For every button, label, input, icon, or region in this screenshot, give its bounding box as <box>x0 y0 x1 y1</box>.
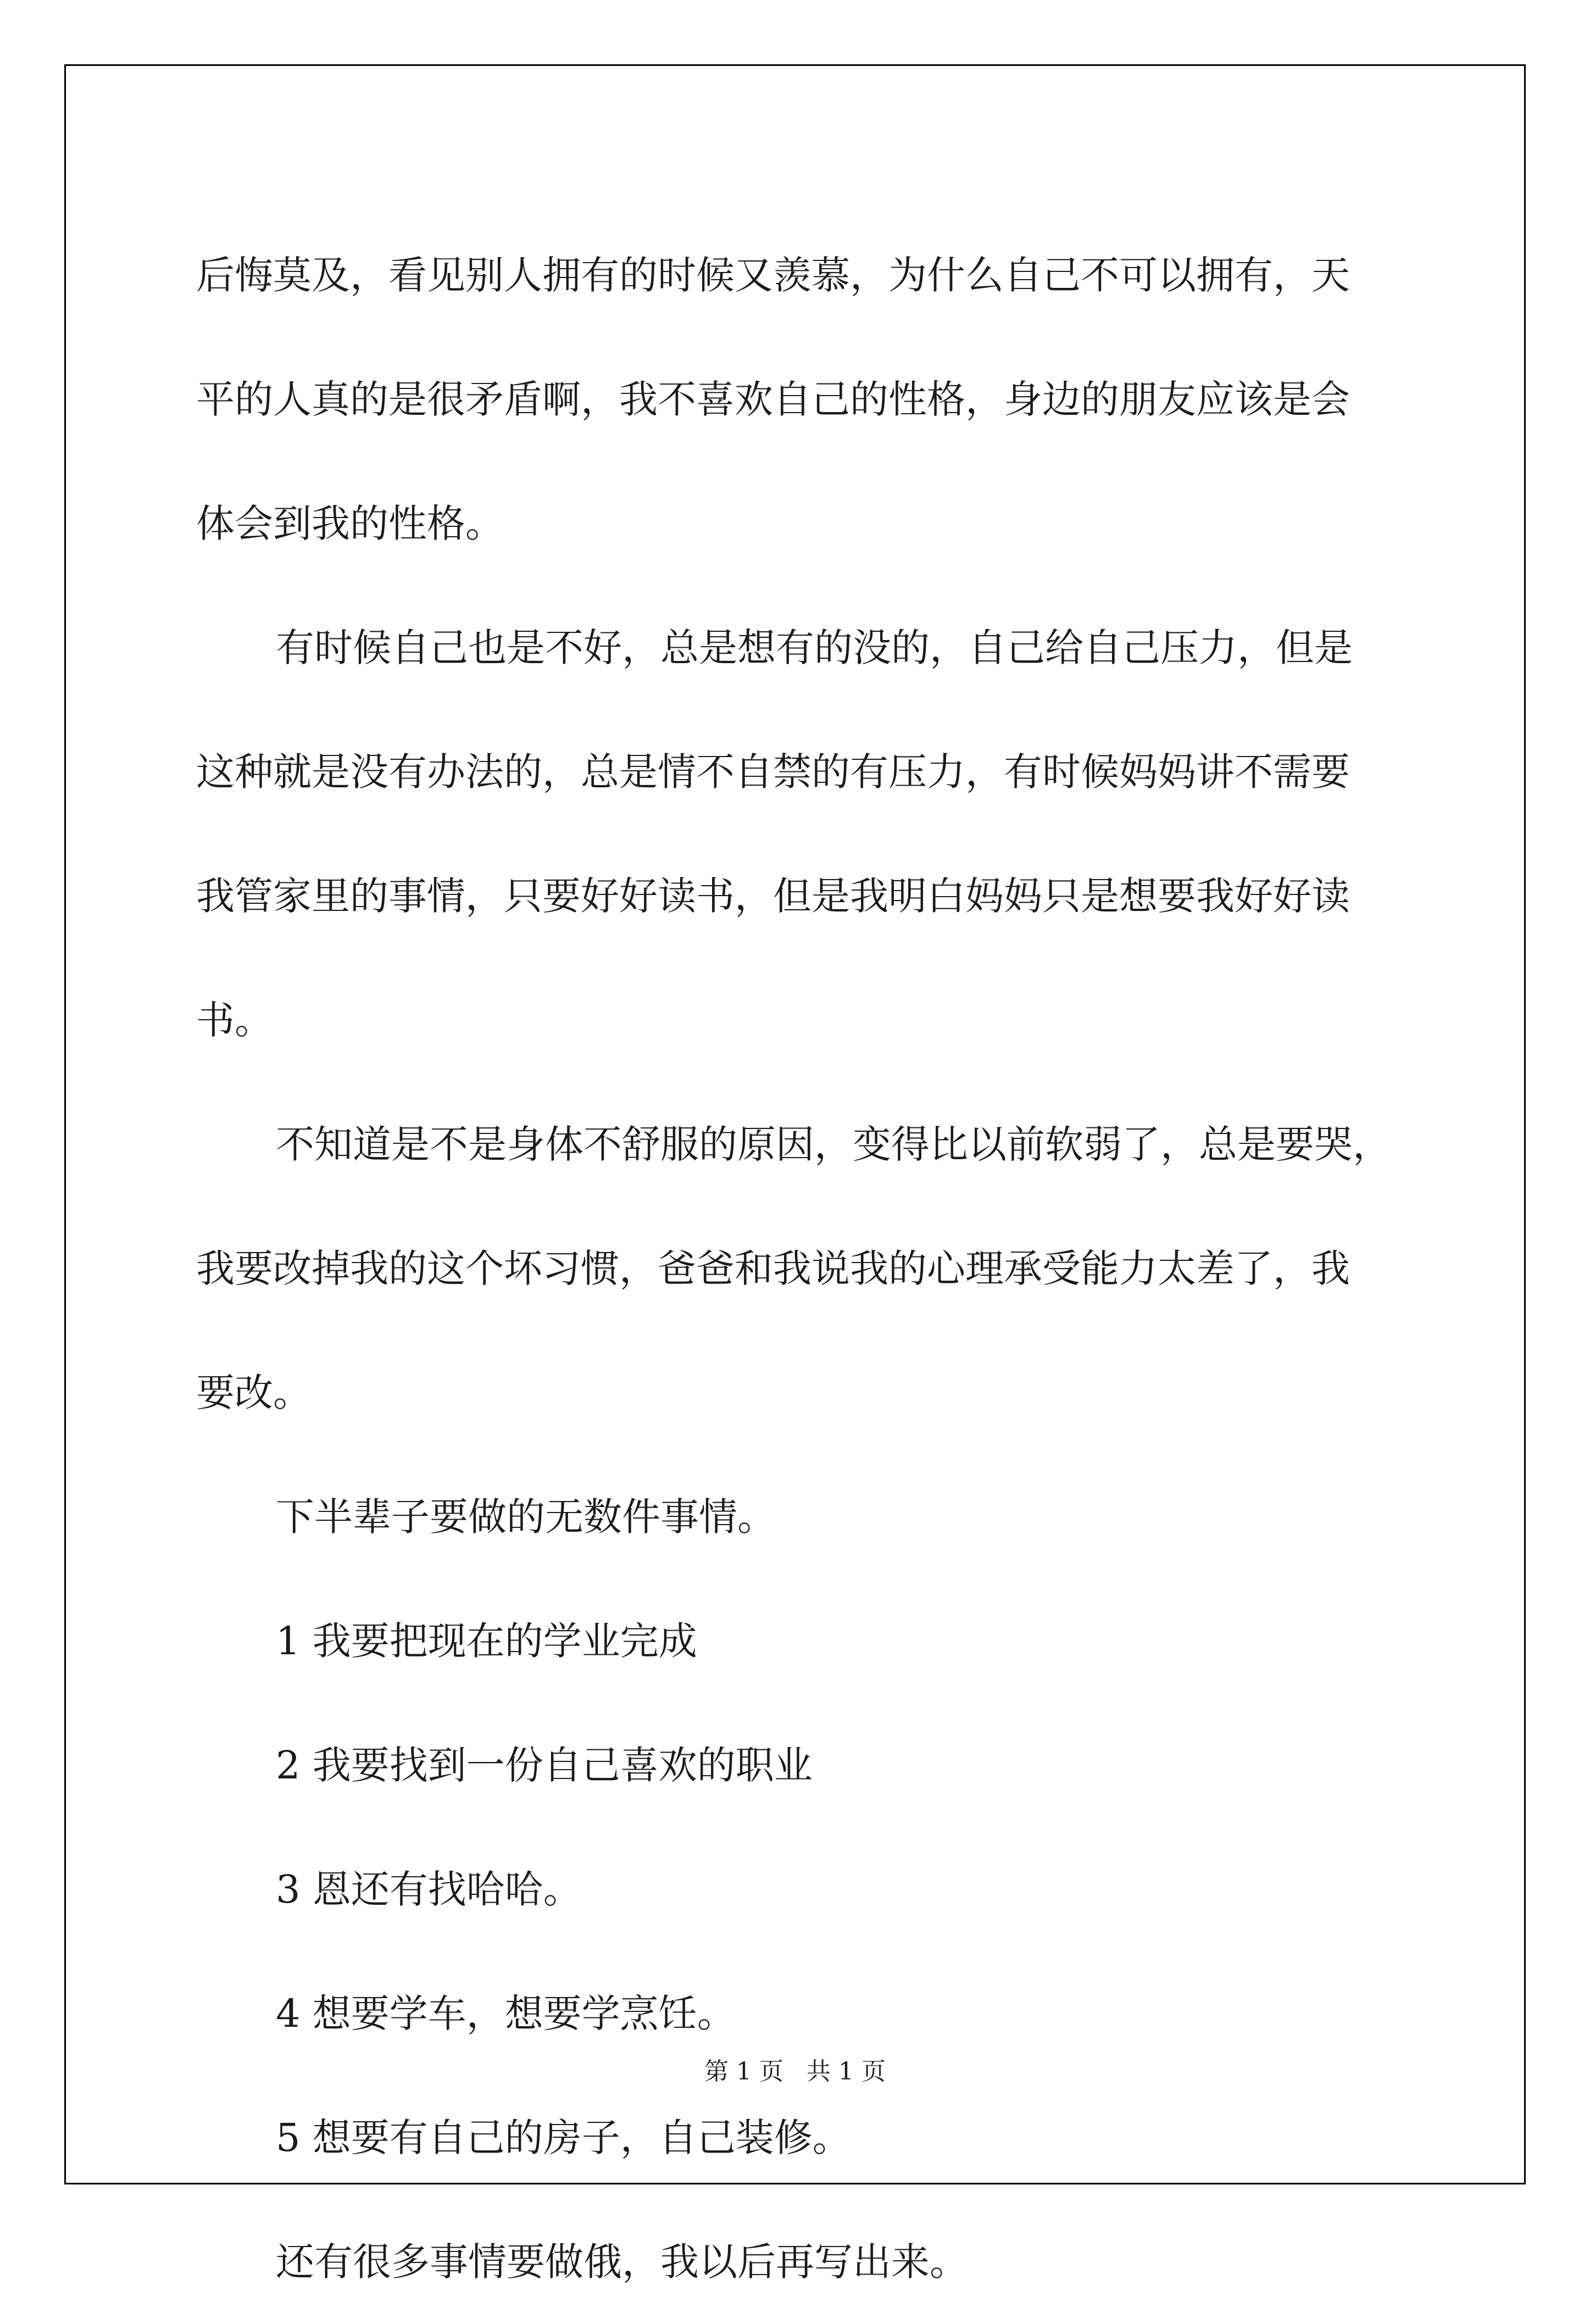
text-line: 平的人真的是很矛盾啊，我不喜欢自己的性格，身边的朋友应该是会 <box>196 377 1350 422</box>
text-line: 还有很多事情要做俄，我以后再写出来。 <box>276 2239 968 2284</box>
page-number-footer: 第 1 页 共 1 页 <box>704 2058 886 2086</box>
text-line: 这种就是没有办法的，总是情不自禁的有压力，有时候妈妈讲不需要 <box>196 749 1350 794</box>
text-line: 要改。 <box>196 1370 312 1415</box>
document-body <box>196 213 1405 2324</box>
text-line: 下半辈子要做的无数件事情。 <box>276 1494 776 1539</box>
list-item: 3 恩还有找哈哈。 <box>276 1867 582 1912</box>
text-line: 我管家里的事情，只要好好读书，但是我明白妈妈只是想要我好好读 <box>196 874 1350 919</box>
list-item: 1 我要把现在的学业完成 <box>276 1619 697 1664</box>
text-line: 不知道是不是身体不舒服的原因，变得比以前软弱了，总是要哭， <box>276 1122 1391 1167</box>
text-line: 体会到我的性格。 <box>196 501 504 546</box>
text-line: 有时候自己也是不好，总是想有的没的，自己给自己压力，但是 <box>276 625 1353 670</box>
list-item: 2 我要找到一份自己喜欢的职业 <box>276 1743 813 1788</box>
text-line: 书。 <box>196 998 273 1043</box>
list-item: 4 想要学车，想要学烹饪。 <box>276 1991 736 2036</box>
list-item: 5 想要有自己的房子，自己装修。 <box>276 2115 851 2160</box>
text-line: 后悔莫及，看见别人拥有的时候又羡慕，为什么自己不可以拥有，天 <box>196 253 1350 298</box>
text-line: 我要改掉我的这个坏习惯，爸爸和我说我的心理承受能力太差了，我 <box>196 1246 1350 1291</box>
